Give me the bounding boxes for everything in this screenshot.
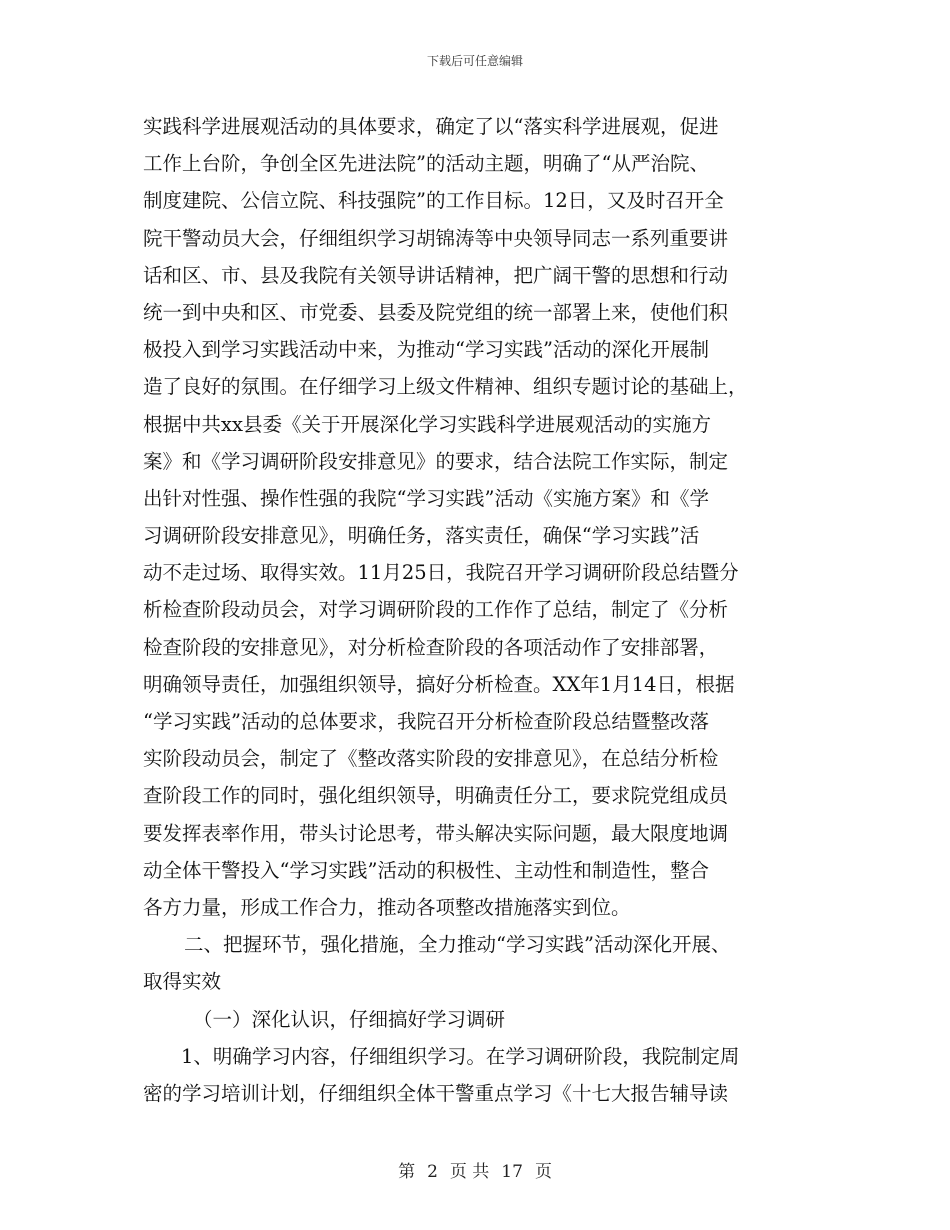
numbered-item-line: 密的学习培训计划，仔细组织全体干警重点学习《十七大报告辅导读 [143, 1081, 729, 1105]
section-heading: 二、把握环节，强化措施，全力推动“学习实践”活动深化开展、 [184, 933, 731, 957]
paragraph-line: 制度建院、公信立院、科技强院”的工作目标。12日，又及时召开全 [143, 189, 724, 213]
subsection-heading: （一）深化认识，仔细搞好学习调研 [193, 1007, 506, 1031]
paragraph-line: 习调研阶段安排意见》，明确任务，落实责任，确保“学习实践”活 [143, 524, 700, 548]
paragraph-line: 案》和《学习调研阶段安排意见》的要求，结合法院工作实际，制定 [143, 449, 729, 473]
footer-total-pages: 17 [501, 1162, 523, 1182]
numbered-item-line: 1、明确学习内容，仔细组织学习。在学习调研阶段，我院制定周 [181, 1044, 740, 1068]
document-body [143, 108, 808, 1112]
paragraph-line: 查阶段工作的同时，强化组织领导，明确责任分工，要求院党组成员 [143, 784, 729, 808]
section-heading-continuation: 取得实效 [143, 970, 222, 994]
paragraph-line: 动不走过场、取得实效。11月25日，我院召开学习调研阶段总结暨分 [143, 561, 739, 585]
footer-prefix: 第 [398, 1162, 416, 1182]
page-header: 下载后可任意编辑 [426, 54, 523, 68]
footer-middle: 页 共 [449, 1162, 490, 1182]
paragraph-line: 话和区、市、县及我院有关领导讲话精神，把广阔干警的思想和行动 [143, 263, 729, 287]
paragraph-line: 院干警动员大会，仔细组织学习胡锦涛等中央领导同志一系列重要讲 [143, 226, 729, 250]
paragraph-line: 实阶段动员会，制定了《整改落实阶段的安排意见》，在总结分析检 [143, 747, 719, 771]
paragraph-line: 出针对性强、操作性强的我院“学习实践”活动《实施方案》和《学 [143, 486, 709, 510]
paragraph-line: 造了良好的氛围。在仔细学习上级文件精神、组织专题讨论的基础上， [143, 375, 748, 399]
footer-suffix: 页 [534, 1162, 552, 1182]
paragraph-line: 根据中共xx县委《关于开展深化学习实践科学进展观活动的实施方 [143, 412, 711, 436]
paragraph-line: 工作上台阶，争创全区先进法院”的活动主题，明确了“从严治院、 [143, 152, 709, 176]
paragraph-line: 极投入到学习实践活动中来，为推动“学习实践”活动的深化开展制 [143, 338, 709, 362]
paragraph-line: 实践科学进展观活动的具体要求，确定了以“落实科学进展观，促进 [143, 115, 719, 138]
page-footer [0, 1157, 950, 1182]
paragraph-line: 析检查阶段动员会，对学习调研阶段的工作作了总结，制定了《分析 [143, 598, 729, 622]
paragraph-line: 统一到中央和区、市党委、县委及院党组的统一部署上来，使他们积 [143, 300, 729, 324]
paragraph-line: 要发挥表率作用，带头讨论思考，带头解决实际问题，最大限度地调 [143, 821, 729, 845]
footer-page-number: 2 [427, 1162, 438, 1182]
paragraph-line: 各方力量，形成工作合力，推动各项整改措施落实到位。 [143, 895, 631, 919]
paragraph-line: 动全体干警投入“学习实践”活动的积极性、主动性和制造性，整合 [143, 858, 709, 882]
paragraph-line: “学习实践”活动的总体要求，我院召开分析检查阶段总结暨整改落 [143, 710, 709, 733]
paragraph-line: 检查阶段的安排意见》，对分析检查阶段的各项活动作了安排部署， [143, 635, 719, 659]
paragraph-line: 明确领导责任，加强组织领导，搞好分析检查。XX年1月14日，根据 [143, 672, 735, 696]
